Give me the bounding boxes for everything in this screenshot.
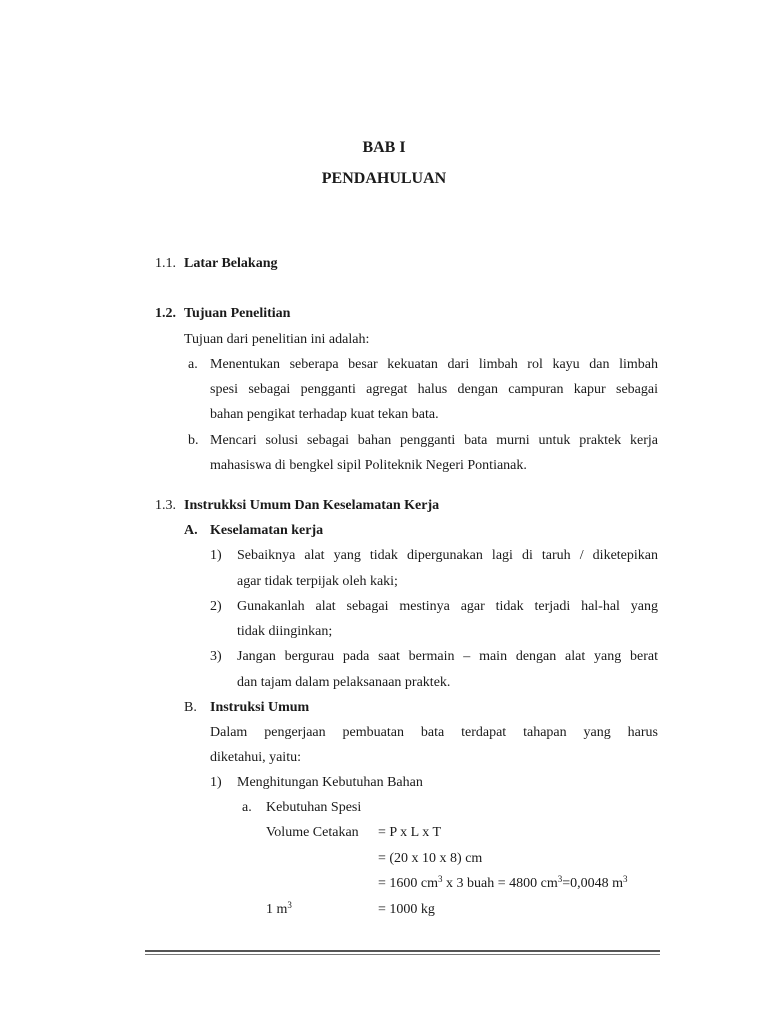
instruction-paragraph-line-2: diketahui, yaitu:: [210, 750, 301, 765]
chapter-title: PENDAHULUAN: [321, 170, 447, 187]
calc-eq-1: = P x L x T: [378, 825, 441, 840]
section-1-1-title: Latar Belakang: [184, 256, 278, 271]
safety-item-2-line-1: Gunakanlah alat sebagai mestinya agar tidak terjadi hal-hal yang: [237, 599, 658, 614]
section-1-3-number: 1.3.: [155, 498, 176, 513]
instruction-item-1-text: Menghitungan Kebutuhan Bahan: [237, 775, 423, 790]
section-1-2-title: Tujuan Penelitian: [184, 306, 291, 321]
section-1-1-number: 1.1.: [155, 256, 176, 271]
sub-item-a-text: Kebutuhan Spesi: [266, 800, 362, 815]
footer-rule-thick: [145, 950, 660, 952]
section-1-2-number: 1.2.: [155, 306, 176, 321]
subsection-a-title: Keselamatan kerja: [210, 523, 324, 538]
list-item-b-line-1: Mencari solusi sebagai bahan pengganti bata murni untuk praktek kerja: [210, 433, 658, 448]
subsection-b-marker: B.: [184, 700, 197, 715]
subsection-b-title: Instruksi Umum: [210, 700, 310, 715]
list-item-a-line-3: bahan pengikat terhadap kuat tekan bata.: [210, 407, 439, 422]
list-item-b-line-2: mahasiswa di bengkel sipil Politeknik Negeri Pontianak.: [210, 458, 527, 473]
list-item-a-line-1: Menentukan seberapa besar kekuatan dari limbah rol kayu dan limbah: [210, 357, 658, 372]
chapter-number: BAB I: [362, 139, 406, 156]
instruction-paragraph-line-1: Dalam pengerjaan pembuatan bata terdapat tahapan yang harus: [210, 725, 658, 740]
list-item-a-marker: a.: [188, 357, 198, 372]
section-1-3-title: Instrukksi Umum Dan Keselamatan Kerja: [184, 498, 440, 513]
calc-eq-3: = 1600 $cm^3$ x 3 buah = 4800 $cm^3=0,0048$ $m^3$: [378, 874, 628, 891]
calc-eq-2: = (20 x 10 x 8) cm: [378, 851, 483, 866]
safety-item-3-line-2: dan tajam dalam pelaksanaan praktek.: [237, 675, 451, 690]
section-1-2-intro: Tujuan dari penelitian ini adalah:: [184, 332, 370, 347]
sub-item-a-marker: a.: [242, 800, 252, 815]
safety-item-2-marker: 2): [210, 599, 222, 614]
footer-rule-thin: [145, 954, 660, 955]
safety-item-1-line-2: agar tidak terpijak oleh kaki;: [237, 574, 398, 589]
safety-item-3-line-1: Jangan bergurau pada saat bermain – main dengan alat yang berat: [237, 649, 658, 664]
list-item-a-line-2: spesi sebagai pengganti agregat halus dengan campuran kapur sebagai: [210, 382, 658, 397]
calc-label-volume: Volume Cetakan: [266, 825, 359, 840]
safety-item-1-marker: 1): [210, 548, 222, 563]
safety-item-2-line-2: tidak diinginkan;: [237, 624, 333, 639]
safety-item-3-marker: 3): [210, 649, 222, 664]
subsection-a-marker: A.: [184, 523, 198, 538]
instruction-item-1-marker: 1): [210, 775, 222, 790]
list-item-b-marker: b.: [188, 433, 199, 448]
calc-label-cubic-meter: 1 $m^3$: [266, 900, 292, 917]
safety-item-1-line-1: Sebaiknya alat yang tidak dipergunakan lagi di taruh / diketepikan: [237, 548, 658, 563]
calc-eq-4: = 1000 kg: [378, 902, 435, 917]
